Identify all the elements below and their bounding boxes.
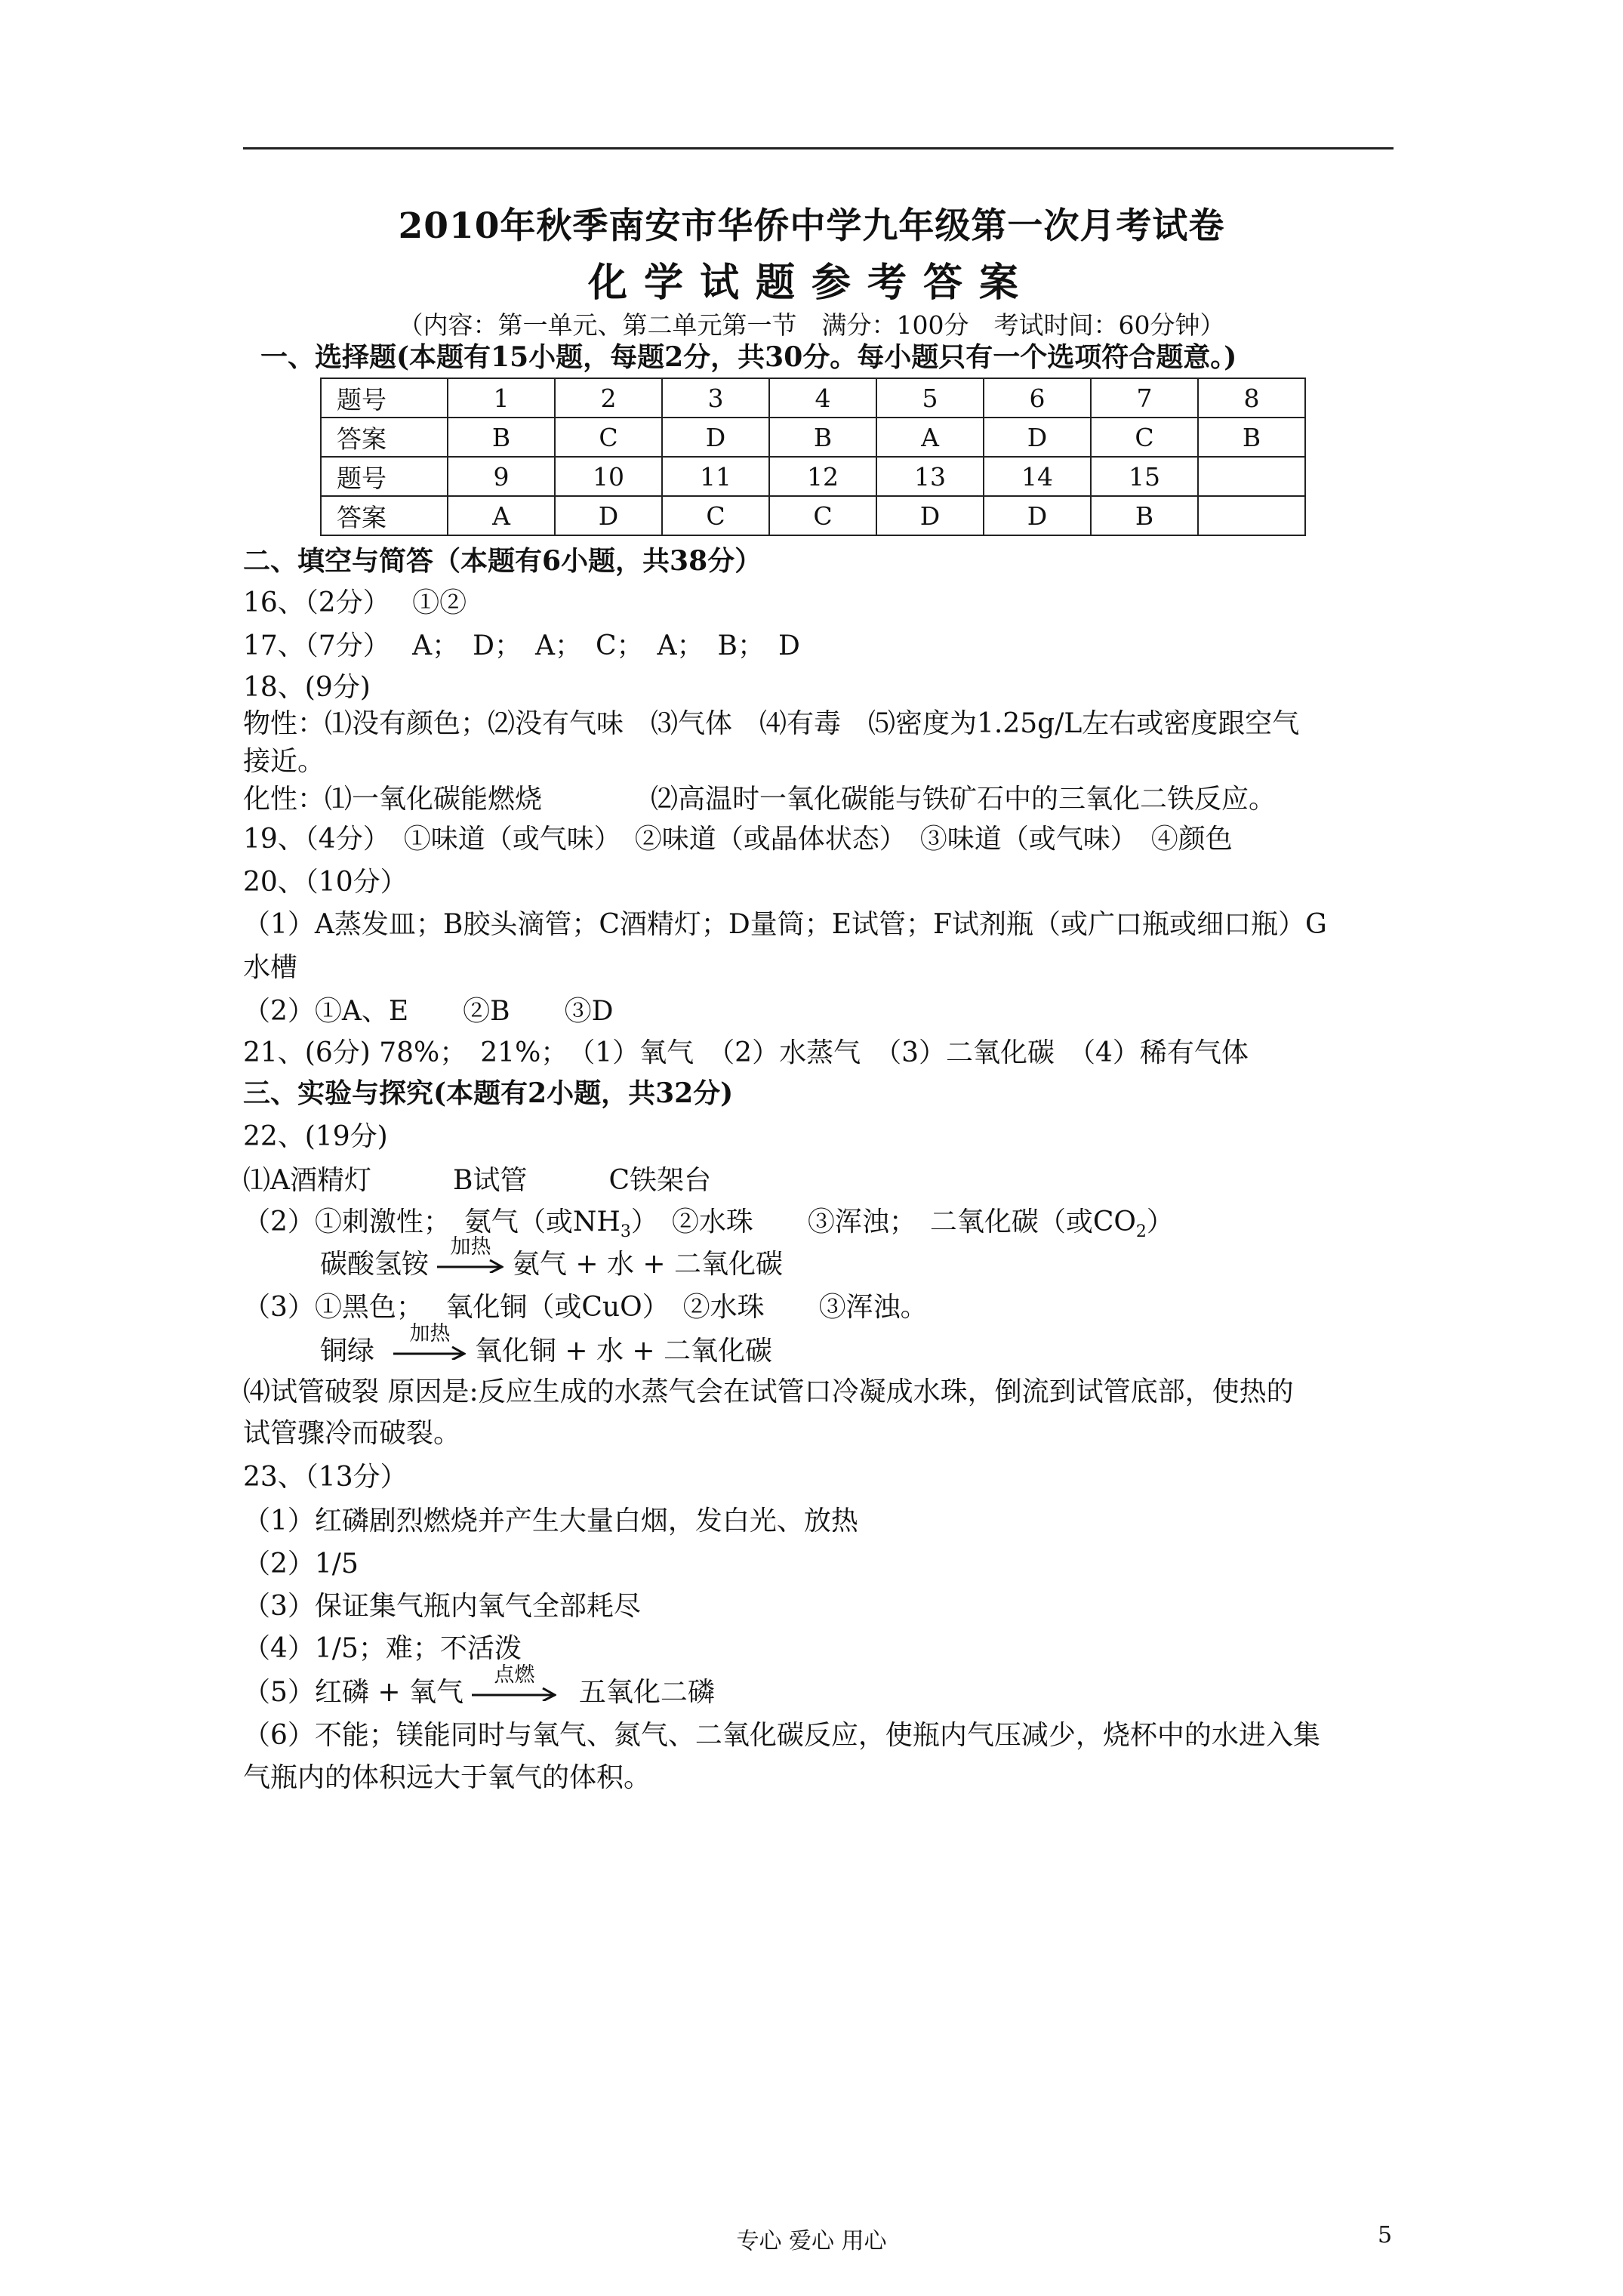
answer-table-cell: 14 bbox=[984, 457, 1091, 496]
q22-part4: ⑷试管破裂 原因是:反应生成的水蒸气会在试管口冷凝成水珠，倒流到试管底部，使热的 bbox=[243, 1376, 1294, 1407]
q20-part2: （2）①A、E ②B ③D bbox=[243, 996, 614, 1027]
reaction-arrow-icon bbox=[437, 1258, 504, 1273]
answer-table-cell: 11 bbox=[662, 457, 769, 496]
eq2-condition: 加热 bbox=[409, 1322, 451, 1345]
answer-table-cell: 5 bbox=[876, 378, 984, 418]
q18-heading: 18、(9分) bbox=[243, 672, 371, 703]
q23-part1: （1）红磷剧烈燃烧并产生大量白烟，发白光、放热 bbox=[243, 1505, 858, 1536]
q16-answer: 16、（2分） ①② bbox=[243, 587, 467, 618]
answer-table-cell: D bbox=[662, 418, 769, 457]
page-number: 5 bbox=[1378, 2222, 1393, 2248]
exam-info: （内容：第一单元、第二单元第一节 满分：100分 考试时间：60分钟） bbox=[398, 310, 1225, 340]
answer-table-cell: C bbox=[1091, 418, 1198, 457]
q22-part2 bbox=[243, 1206, 1174, 1243]
q22-part1: ⑴A酒精灯 B试管 C铁架台 bbox=[243, 1165, 711, 1196]
q22-part2-text-c: ） bbox=[1146, 1207, 1174, 1237]
header-rule bbox=[243, 147, 1394, 149]
q18-chemical-properties: 化性：⑴一氧化碳能燃烧 ⑵高温时一氧化碳能与铁矿石中的三氧化二铁反应。 bbox=[243, 784, 1277, 815]
subscript-2: 2 bbox=[1135, 1222, 1147, 1242]
q18-physical-properties-cont: 接近。 bbox=[243, 746, 325, 777]
answer-table-cell bbox=[1198, 496, 1305, 535]
reaction-arrow-icon bbox=[393, 1345, 466, 1360]
answer-key-title: 化学试题参考答案 bbox=[587, 260, 1035, 306]
answer-table-cell: 6 bbox=[984, 378, 1091, 418]
answer-table-cell: 8 bbox=[1198, 378, 1305, 418]
section3-heading: 三、实验与探究(本题有2小题，共32分) bbox=[243, 1077, 734, 1109]
answer-table-row bbox=[321, 457, 1305, 496]
q18-physical-properties: 物性：⑴没有颜色；⑵没有气味 ⑶气体 ⑷有毒 ⑸密度为1.25g/L左右或密度跟空气 bbox=[243, 708, 1300, 739]
eq2-arrow bbox=[393, 1322, 466, 1360]
answer-table-cell: D bbox=[876, 496, 984, 535]
answer-table-row-label: 答案 bbox=[321, 418, 448, 457]
reaction-arrow-icon bbox=[472, 1686, 556, 1701]
answer-table-row bbox=[321, 496, 1305, 535]
answer-table-cell: A bbox=[876, 418, 984, 457]
section2-heading: 二、填空与简答（本题有6小题，共38分） bbox=[243, 545, 762, 577]
answer-table-cell: 15 bbox=[1091, 457, 1198, 496]
answer-table-cell: B bbox=[448, 418, 555, 457]
answer-table-cell: 12 bbox=[769, 457, 876, 496]
answer-table-cell bbox=[1198, 457, 1305, 496]
q23-heading: 23、（13分） bbox=[243, 1462, 408, 1493]
eq1-products: 氨气 + 水 + 二氧化碳 bbox=[512, 1249, 784, 1280]
section1-heading: 一、选择题(本题有15小题，每题2分，共30分。每小题只有一个选项符合题意。) bbox=[260, 341, 1237, 373]
q22-heading: 22、(19分) bbox=[243, 1121, 388, 1152]
answer-table-cell: B bbox=[1198, 418, 1305, 457]
equation-malachite bbox=[320, 1322, 773, 1367]
q22-part2-text-b: ） ②水珠 ③浑浊； 二氧化碳（或CO bbox=[630, 1207, 1136, 1237]
answer-table-cell: C bbox=[555, 418, 662, 457]
q20-part1: （1）A蒸发皿；B胶头滴管；C酒精灯；D量筒；E试管；F试剂瓶（或广口瓶或细口瓶）G bbox=[243, 909, 1327, 940]
equation-ammonium-bicarbonate bbox=[320, 1235, 784, 1281]
exam-title: 2010年秋季南安市华侨中学九年级第一次月考试卷 bbox=[398, 205, 1225, 247]
q19-answer: 19、（4分） ①味道（或气味） ②味道（或晶体状态） ③味道（或气味） ④颜色 bbox=[243, 824, 1233, 855]
q21-answer: 21、(6分) 78%； 21%； （1）氧气 （2）水蒸气 （3）二氧化碳 （4）稀有气体 bbox=[243, 1037, 1249, 1068]
q17-answer: 17、（7分） A； D； A； C； A； B； D bbox=[243, 630, 800, 661]
q23-part2: （2）1/5 bbox=[243, 1549, 359, 1579]
answer-table-row bbox=[321, 418, 1305, 457]
footer-motto: 专心 爱心 用心 bbox=[736, 2228, 887, 2254]
eq1-condition: 加热 bbox=[450, 1235, 491, 1259]
answer-table-cell: D bbox=[555, 496, 662, 535]
q20-part1-cont: 水槽 bbox=[243, 952, 298, 983]
answer-table-cell: 13 bbox=[876, 457, 984, 496]
q23-part4: （4）1/5；难；不活泼 bbox=[243, 1633, 522, 1664]
answer-table-cell: C bbox=[769, 496, 876, 535]
q20-heading: 20、（10分） bbox=[243, 867, 408, 898]
eq1-reactant: 碳酸氢铵 bbox=[320, 1249, 430, 1280]
answer-table-cell: D bbox=[984, 418, 1091, 457]
answer-table-cell: B bbox=[769, 418, 876, 457]
eq2-products: 氧化铜 + 水 + 二氧化碳 bbox=[474, 1336, 773, 1367]
q22-part4-cont: 试管骤冷而破裂。 bbox=[243, 1418, 461, 1449]
answer-table-cell: 1 bbox=[448, 378, 555, 418]
q23-part6: （6）不能；镁能同时与氧气、氮气、二氧化碳反应，使瓶内气压减少，烧杯中的水进入集 bbox=[243, 1720, 1320, 1751]
answer-table-cell: 2 bbox=[555, 378, 662, 418]
q23-eq-condition: 点燃 bbox=[494, 1663, 535, 1687]
subscript-3: 3 bbox=[620, 1222, 631, 1242]
answer-table-cell: A bbox=[448, 496, 555, 535]
q22-part3: （3）①黑色； 氧化铜（或CuO） ②水珠 ③浑浊。 bbox=[243, 1292, 928, 1323]
answer-table-cell: D bbox=[984, 496, 1091, 535]
eq2-reactant: 铜绿 bbox=[320, 1336, 375, 1367]
q23-eq-product: 五氧化二磷 bbox=[578, 1677, 715, 1708]
q23-part3: （3）保证集气瓶内氧气全部耗尽 bbox=[243, 1591, 641, 1622]
q22-part2-text-a: （2）①刺激性； 氨气（或NH bbox=[243, 1207, 621, 1237]
q23-eq-arrow bbox=[472, 1663, 556, 1701]
q23-part5 bbox=[243, 1663, 715, 1709]
answer-table-row-label: 答案 bbox=[321, 496, 448, 535]
answer-table-cell: C bbox=[662, 496, 769, 535]
answer-table-cell: 4 bbox=[769, 378, 876, 418]
answer-table-cell: 7 bbox=[1091, 378, 1198, 418]
answer-table-cell: 9 bbox=[448, 457, 555, 496]
answer-table bbox=[320, 378, 1306, 536]
q23-eq-reactants: （5）红磷 + 氧气 bbox=[243, 1677, 463, 1708]
answer-table-cell: 10 bbox=[555, 457, 662, 496]
q23-part6-cont: 气瓶内的体积远大于氧气的体积。 bbox=[243, 1762, 651, 1793]
eq1-arrow bbox=[437, 1235, 504, 1273]
answer-table-row-label: 题号 bbox=[321, 378, 448, 418]
answer-table-cell: 3 bbox=[662, 378, 769, 418]
answer-table-row bbox=[321, 378, 1305, 418]
answer-table-row-label: 题号 bbox=[321, 457, 448, 496]
answer-table-cell: B bbox=[1091, 496, 1198, 535]
